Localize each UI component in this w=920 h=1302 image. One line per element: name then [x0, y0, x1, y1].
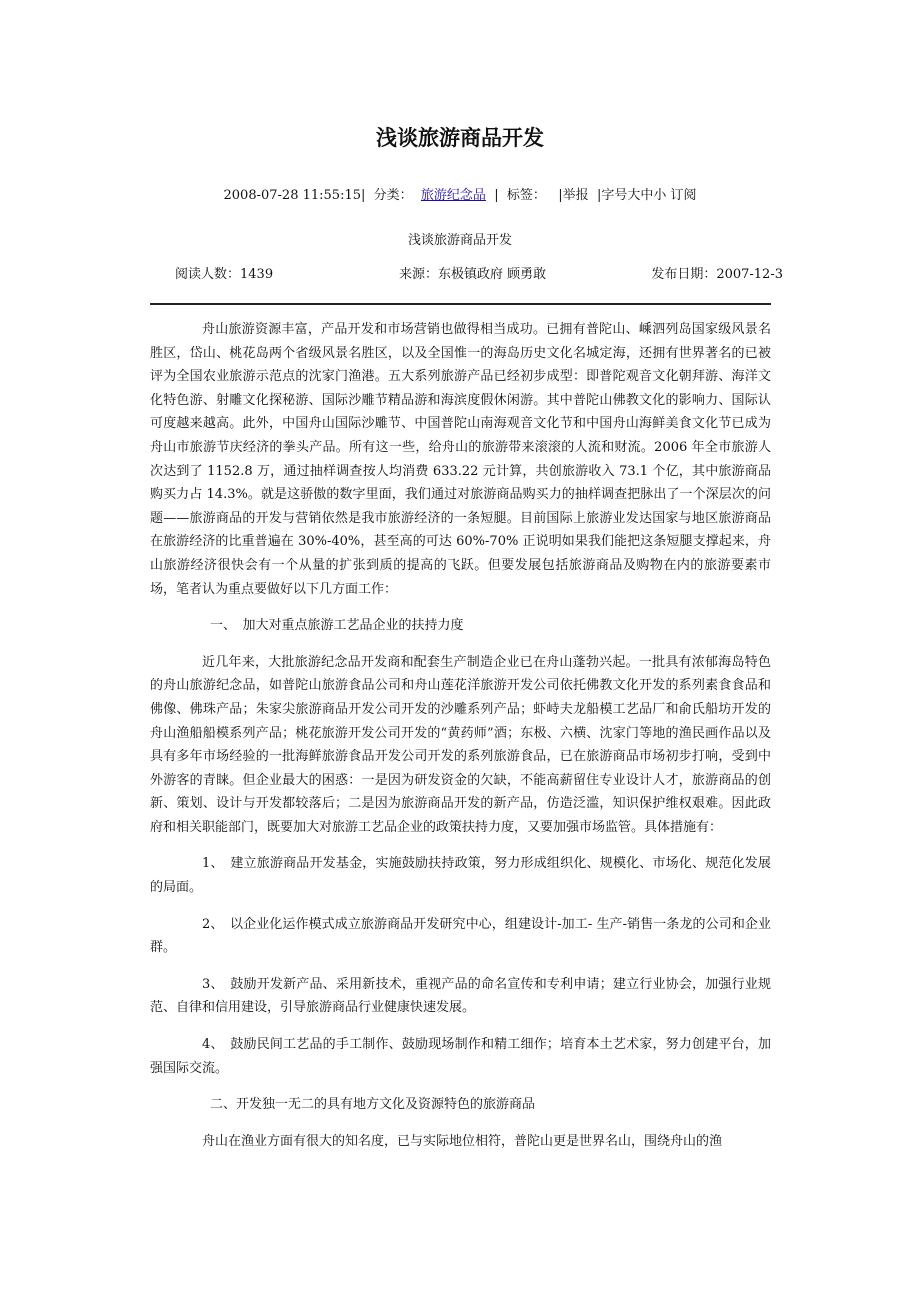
- divider: [150, 303, 771, 305]
- font-size-options[interactable]: |字号大中小: [596, 188, 667, 203]
- section-heading: 一、 加大对重点旅游工艺品企业的扶持力度: [210, 618, 464, 634]
- subscribe-link[interactable]: 订阅: [670, 188, 697, 203]
- list-item: 1、 建立旅游商品开发基金，实施鼓励扶持政策，努力形成组织化、规模化、市场化、规范化发展的局面。: [150, 856, 771, 896]
- article-title: 浅谈旅游商品开发: [376, 126, 544, 150]
- paragraph: 舟山在渔业方面有很大的知名度，已与实际地位相符，普陀山更是世界名山，围绕舟山的渔: [202, 1133, 723, 1149]
- list-item: 3、 鼓励开发新产品、采用新技术，重视产品的命名宣传和专利申请；建立行业协会，加强行业规范、自律和信用建设，引导旅游商品行业健康快速发展。: [150, 976, 771, 1016]
- list-item: 2、 以企业化运作模式成立旅游商品开发研究中心，组建设计-加工- 生产-销售一条龙的公司和企业群。: [150, 916, 771, 956]
- paragraph: 近几年来，大批旅游纪念品开发商和配套生产制造企业已在舟山蓬勃兴起。一批具有浓郁海岛特色的舟山旅游纪念品，如普陀山旅游食品公司和舟山莲花洋旅游开发公司依托佛教文化开发的系列素食食品和佛像、佛珠产品；朱家尖旅游商品开发公司开发的沙雕系列产品；虾峙夫龙船模工艺品厂和俞氏船坊开发的舟山渔船船模系列产品；桃花旅游开发公司开发的“黄药师”酒；东极、六横、沈家门等地的渔民画作品以及具有多年市场经验的一批海鲜旅游食品开发公司开发的系列旅游食品，已在旅游商品市场初步打响，受到中外游客的青睐。但企业最大的困惑：一是因为研发资金的欠缺，不能高薪留住专业设计人才，旅游商品的创新、策划、设计与开发都较落后；二是因为旅游商品开发的新产品，仿造泛滥，知识保护维权艰难。因此政府和相关职能部门，既要加大对旅游工艺品企业的政策扶持力度，又要加强市场监管。具体措施有：: [150, 654, 771, 835]
- article-info: [170, 263, 783, 283]
- category-link[interactable]: 旅游纪念品: [420, 188, 486, 203]
- tags-label: 标签：: [506, 188, 546, 203]
- article-subtitle: 浅谈旅游商品开发: [407, 233, 512, 248]
- list-item: 4、 鼓励民间工艺品的手工制作、鼓励现场制作和精工细作；培育本土艺术家，努力创建平台，加强国际交流。: [150, 1037, 771, 1076]
- category-label: 分类：: [373, 188, 413, 203]
- paragraph: 舟山旅游资源丰富，产品开发和市场营销也做得相当成功。已拥有普陀山、嵊泗列岛国家级风景名胜区，岱山、桃花岛两个省级风景名胜区，以及全国惟一的海岛历史文化名城定海，还拥有世界著名的已被评为全国农业旅游示范点的沈家门渔港。五大系列旅游产品已经初步成型：即普陀观音文化朝拜游、海洋文化特色游、射雕文化探秘游、国际沙雕节精品游和海滨度假休闲游。其中普陀山佛教文化的影响力、国际认可度越来越高。此外，中国舟山国际沙雕节、中国普陀山南海观音文化节和中国舟山海鲜美食文化节已成为舟山市旅游节庆经济的拳头产品。所有这一些，给舟山的旅游带来滚滚的人流和财流。2006 年全市旅游人次达到了 1152.8 万，通过抽样调查按人均消费 633.22 元计算，共创旅游收入 73.1 个亿，其中旅游商品购买力占 14.3%。就是这骄傲的数字里面，我们通过对旅游商品购买力的抽样调查把脉出了一个深层次的问题——旅游商品的开发与营销依然是我市旅游经济的一条短腿。目前国际上旅游业发达国家与地区旅游商品在旅游经济的比重普遍在 30%-40%，甚至高的可达 60%-70% 正说明如果我们能把这条短腿支撑起来，舟山旅游经济很快会有一个从量的扩张到质的提高的飞跃。但要发展包括旅游商品及购物在内的旅游要素市场，笔者认为重点要做好以下几方面工作：: [150, 322, 771, 597]
- reader-count: 阅读人数：1439: [175, 267, 274, 282]
- article-body: [150, 318, 771, 1166]
- meta-separator: |: [494, 188, 499, 203]
- source: 来源：东极镇政府 顾勇敢: [399, 267, 547, 282]
- report-link[interactable]: |举报: [558, 188, 589, 203]
- post-datetime: 2008-07-28 11:55:15|: [223, 188, 366, 203]
- publish-date: 发布日期：2007-12-3: [651, 267, 783, 282]
- section-heading: 二、开发独一无二的具有地方文化及资源特色的旅游商品: [210, 1097, 536, 1113]
- article-meta: [0, 184, 920, 203]
